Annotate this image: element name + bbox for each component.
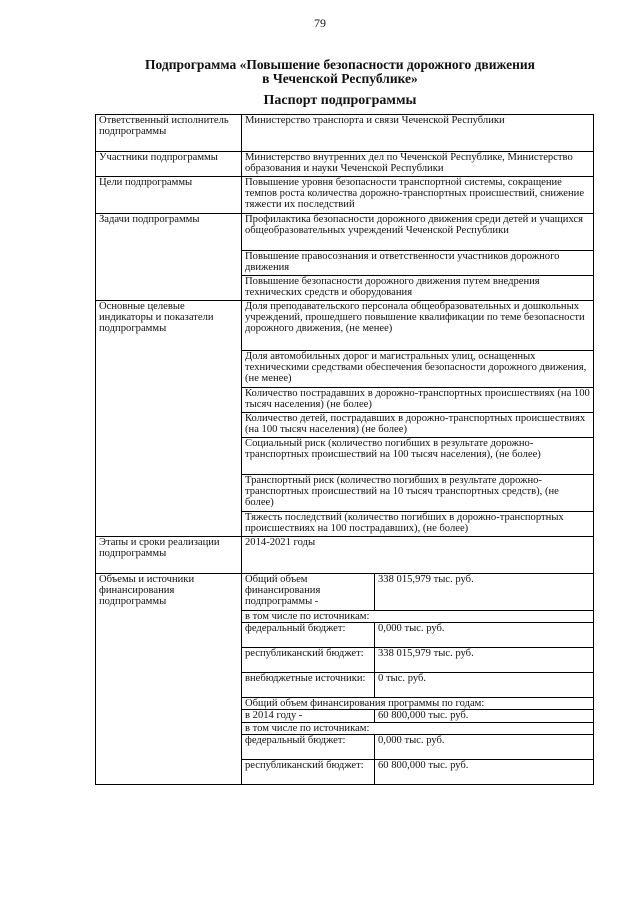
indicator-item: Тяжесть последствий (количество погибших в дорожно-транспортных происшествиях на 100 пострадавших), (не более) [242,512,594,537]
funding-2014-federal-value: 0,000 тыс. руб. [375,734,594,759]
funding-total-value: 338 015,979 тыс. руб. [375,574,594,611]
executor-value: Министерство транспорта и связи Чеченской Республики [242,115,594,152]
funding-extra-label: внебюджетные источники: [242,673,375,698]
indicator-item: Доля преподавательского персонала общеобразовательных и дошкольных учреждений, прошедшего повышение квалификации по теме безопасности дорожного движения, (не менее) [242,301,594,351]
row-funding-total [96,574,594,611]
indicator-item: Социальный риск (количество погибших в результате дорожно-транспортных происшествий на 100 тысяч населения), (не более) [242,438,594,475]
funding-2014-label: в 2014 году - [242,710,375,722]
row-goals [96,177,594,214]
indicators-label: Основные целевые индикаторы и показатели подпрограммы [96,301,242,537]
funding-label: Объемы и источники финансирования подпрограммы [96,574,242,785]
stages-value: 2014-2021 годы [242,537,594,574]
indicator-item: Количество детей, пострадавших в дорожно-транспортных происшествиях (на 100 тысяч населения) (не более) [242,413,594,438]
row-indicators-1 [96,301,594,351]
indicator-item: Доля автомобильных дорог и магистральных улиц, оснащенных техническими средствами обеспечения безопасности дорожного движения, (не менее) [242,351,594,388]
funding-2014-value: 60 800,000 тыс. руб. [375,710,594,722]
funding-federal-value: 0,000 тыс. руб. [375,623,594,648]
funding-total-label: Общий объем финансирования подпрограммы - [242,574,375,611]
row-tasks-1 [96,214,594,251]
page-title [60,58,620,86]
funding-2014-republic-value: 60 800,000 тыс. руб. [375,759,594,784]
funding-federal-label: федеральный бюджет: [242,623,375,648]
goals-value: Повышение уровня безопасности транспортной системы, сокращение темпов роста количества дорожно-транспортных происшествий, снижение тяжести их последствий [242,177,594,214]
funding-2014-republic-label: республиканский бюджет: [242,759,375,784]
funding-republic-value: 338 015,979 тыс. руб. [375,648,594,673]
passport-subtitle: Паспорт подпрограммы [263,93,417,108]
page-title-line-2: в Чеченской Республике» [262,71,418,86]
funding-republic-label: республиканский бюджет: [242,648,375,673]
goals-label: Цели подпрограммы [96,177,242,214]
participants-value: Министерство внутренних дел по Чеченской Республике, Министерство образования и науки Чеченской Республики [242,152,594,177]
funding-extra-value: 0 тыс. руб. [375,673,594,698]
tasks-label: Задачи подпрограммы [96,214,242,301]
row-participants [96,152,594,177]
task-item: Повышение безопасности дорожного движения путем внедрения технических средств и оборудования [242,276,594,301]
funding-by-years-header: Общий объем финансирования программы по годам: [242,698,594,710]
stages-label: Этапы и сроки реализации подпрограммы [96,537,242,574]
task-item: Профилактика безопасности дорожного движения среди детей и учащихся общеобразовательных учреждений Чеченской Республики [242,214,594,251]
funding-2014-federal-label: федеральный бюджет: [242,734,375,759]
row-executor [96,115,594,152]
executor-label: Ответственный исполнитель подпрограммы [96,115,242,152]
indicator-item: Транспортный риск (количество погибших в результате дорожно-транспортных происшествий на 10 тысяч транспортных средств), (не более) [242,475,594,512]
task-item: Повышение правосознания и ответственности участников дорожного движения [242,251,594,276]
passport-table [95,114,594,785]
indicator-item: Количество пострадавших в дорожно-транспортных происшествиях (на 100 тысяч населения) (не более) [242,388,594,413]
page-number: 79 [314,16,326,30]
row-stages [96,537,594,574]
page-title-line-1: Подпрограмма «Повышение безопасности дорожного движения [145,57,535,72]
funding-sources-header-2: в том числе по источникам: [242,722,594,734]
participants-label: Участники подпрограммы [96,152,242,177]
funding-sources-header: в том числе по источникам: [242,611,594,623]
